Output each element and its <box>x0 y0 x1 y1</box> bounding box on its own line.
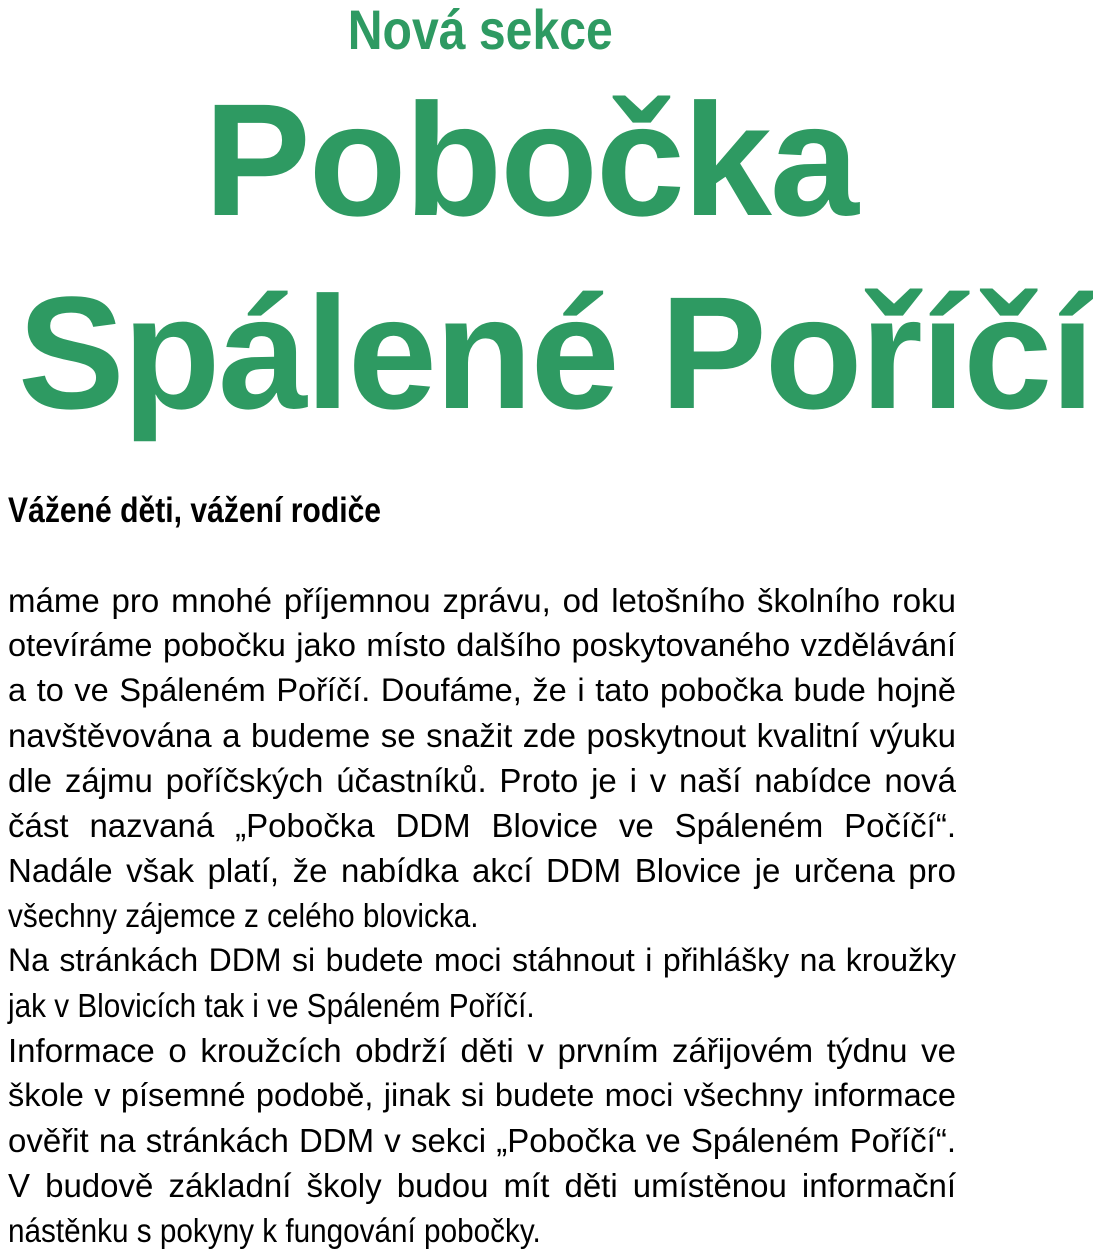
letter-line: otevíráme pobočku jako místo dalšího poskytovaného vzdělávání <box>8 627 956 663</box>
letter-line: část nazvaná „Pobočka DDM Blovice ve Spáleném Počíčí“. <box>8 807 956 844</box>
letter-line: ověřit na stránkách DDM v sekci „Pobočka ve Spáleném Poříčí“. <box>8 1122 956 1159</box>
letter-line: a to ve Spáleném Poříčí. Doufáme, že i tato pobočka bude hojně <box>8 672 956 708</box>
letter-line <box>8 893 956 938</box>
letter-body <box>8 578 956 1253</box>
letter-line: máme pro mnohé příjemnou zprávu, od letošního školního roku <box>8 582 956 619</box>
letter-line: V budově základní školy budou mít děti umístěnou informační <box>8 1167 956 1204</box>
letter-line: Informace o kroužcích obdrží děti v prvním zářijovém týdnu ve <box>8 1032 956 1069</box>
page-title-line-2: Spálené Poříčí <box>18 263 1093 442</box>
letter-line-text: všechny zájemce z celého blovicka. <box>8 897 479 934</box>
letter-line: škole v písemné podobě, jinak si budete moci všechny informace <box>8 1077 956 1113</box>
section-label: Nová sekce <box>347 0 613 61</box>
letter-line <box>8 983 956 1028</box>
letter-line-text: jak v Blovicích tak i ve Spáleném Poříčí. <box>8 987 535 1024</box>
letter-line: navštěvována a budeme se snažit zde poskytnout kvalitní výuku <box>8 717 956 754</box>
letter-line: dle zájmu poříčských účastníků. Proto je i v naší nabídce nová <box>8 762 956 799</box>
letter-line <box>8 1208 956 1253</box>
letter-line: Na stránkách DDM si budete moci stáhnout i přihlášky na kroužky <box>8 942 956 978</box>
letter-greeting: Vážené děti, vážení rodiče <box>8 491 382 530</box>
letter-line-text: nástěnku s pokyny k fungování pobočky. <box>8 1212 541 1249</box>
page-title-line-1: Pobočka <box>204 70 857 249</box>
letter-line: Nadále však platí, že nabídka akcí DDM Blovice je určena pro <box>8 852 956 889</box>
